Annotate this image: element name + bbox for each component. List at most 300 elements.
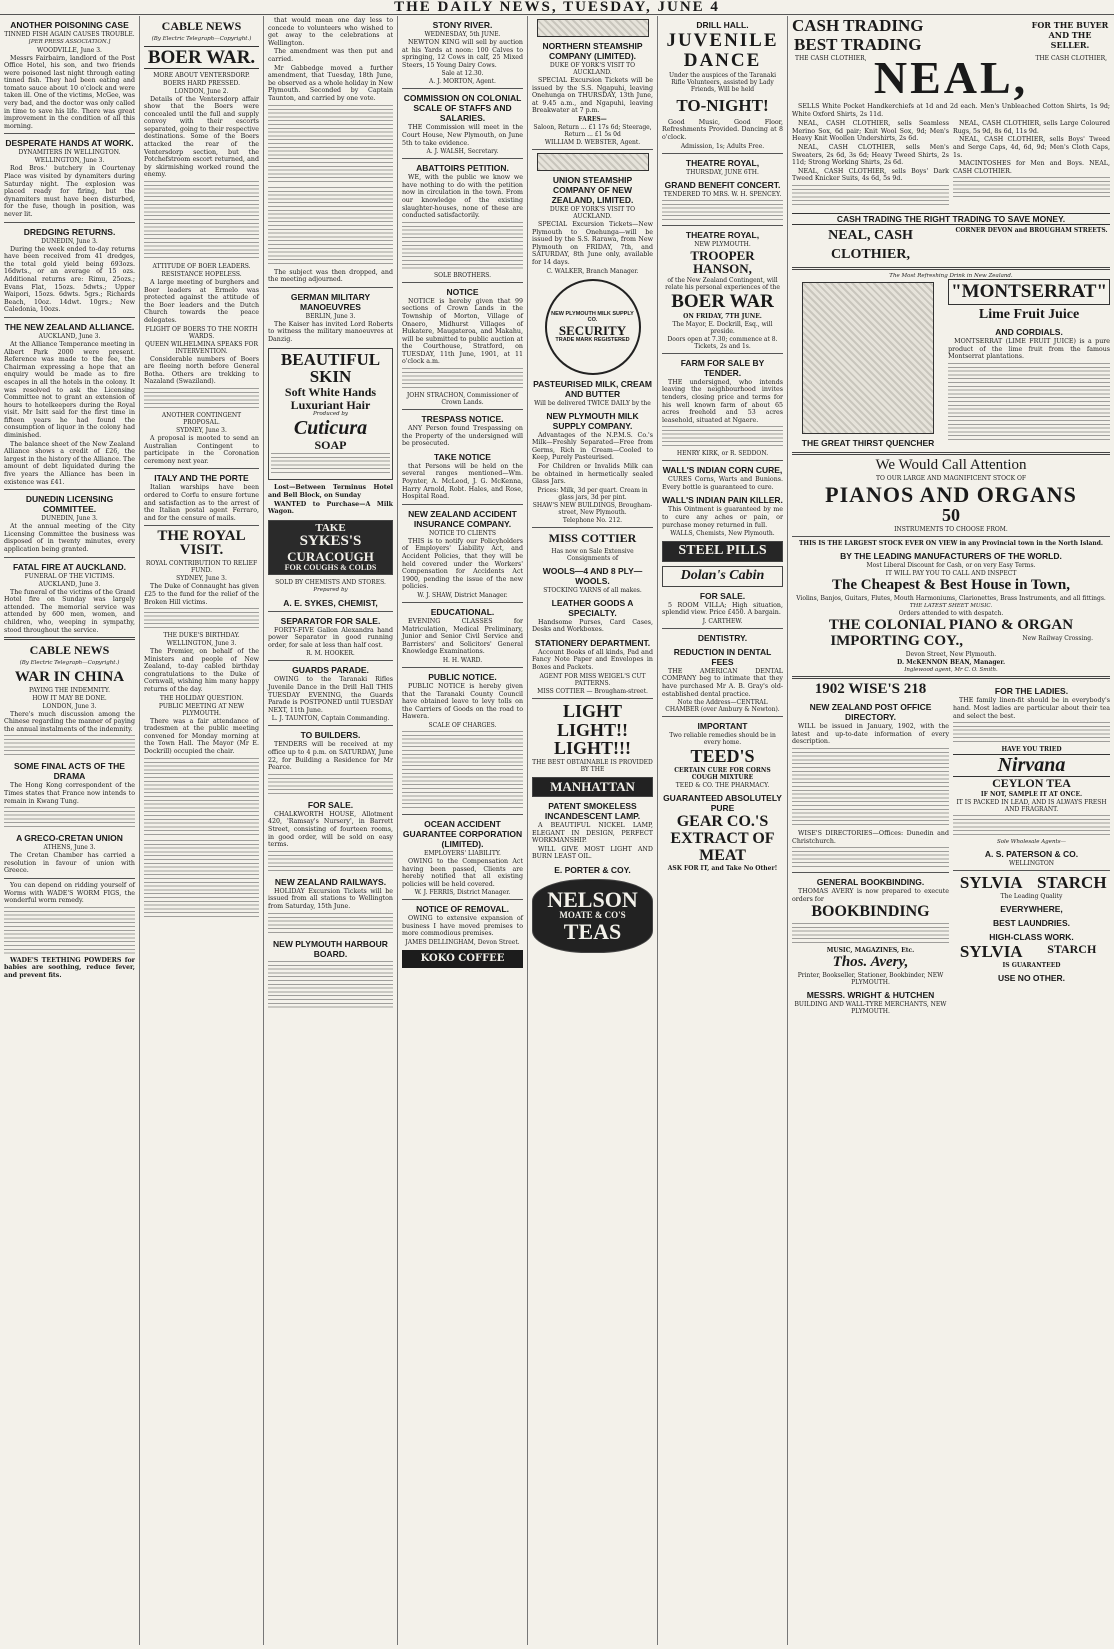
subheadline: QUEEN WILHELMINA SPEAKS FOR INTERVENTION. <box>145 340 258 355</box>
ad-line: FOR THE BUYER AND THE SELLER. <box>1031 20 1109 50</box>
ad-line: CURACOUGH <box>287 549 374 565</box>
divider <box>144 525 259 526</box>
section-title: CABLE NEWS <box>29 643 110 658</box>
sylvia-row <box>953 943 1110 961</box>
subheadline: ASK FOR IT, and Take No Other! <box>667 865 778 873</box>
text-lines <box>402 731 523 811</box>
text-lines <box>268 961 393 1009</box>
signature: MISS COTTIER — Brougham-street. <box>537 687 648 695</box>
ad-line: BUILDING AND WALL-TYRE MERCHANTS, NEW PLYMOUTH. <box>794 1000 947 1015</box>
event-title: JUVENILE <box>666 30 779 51</box>
subheadline: THURSDAY, JUNE 6TH. <box>686 168 759 176</box>
advertisement: WADE'S TEETHING POWDERS for babies are soothing, reduce fever, and prevent fits. <box>4 956 135 979</box>
signature: W. J. SHAW, District Manager. <box>417 591 508 599</box>
ad-line: Most Liberal Discount for Cash, or on very Easy Terms. <box>866 562 1036 570</box>
event-title: TO-NIGHT! <box>676 95 769 115</box>
fares: Saloon, Return ... £1 17s 6d; Steerage, Return ... £1 5s 0d <box>533 123 652 138</box>
signature: WALLS, Chemists, New Plymouth. <box>670 530 775 538</box>
dateline: AUCKLAND, June 3. <box>38 332 101 340</box>
ad-line: Inglewood agent, Mr C. O. Smith. <box>904 666 998 673</box>
ad-line: EXTRACT OF MEAT <box>670 829 775 864</box>
ad-line: 50 <box>942 505 960 526</box>
divider <box>662 460 783 461</box>
text-lines <box>4 735 135 757</box>
text-lines <box>268 913 393 935</box>
signature: TEED & CO. THE PHARMACY. <box>675 782 770 790</box>
dateline: SYDNEY, June 3. <box>176 575 227 583</box>
text-lines <box>4 807 135 829</box>
article-body: NEAL, CASH CLOTHIER, sells Boys' Dark Tweed Knicker Suits, 4s 6d, 5s 9d. <box>792 167 949 183</box>
signature: HENRY KIRK, or R. SEDDON. <box>676 450 769 458</box>
divider <box>532 527 653 528</box>
divider <box>4 489 135 490</box>
steel-pills-advertisement <box>662 541 783 562</box>
ad-line: AND CORDIALS. <box>995 327 1063 338</box>
subheadline: NOTICE TO CLIENTS <box>429 529 496 537</box>
headline: SOME FINAL ACTS OF THE DRAMA <box>14 761 125 782</box>
article-body: At the annual meeting of the City Licensing Committee the business was disposed of in twenty minutes, every application being granted. <box>4 523 135 553</box>
article-body: CHALKWORTH HOUSE, Allotment 420, 'Ramsay's Nursery', in Barrett Street, consisting of fourteen rooms, in good order, will be sold on easy terms. <box>268 810 393 849</box>
subheadline: WEDNESDAY, 5th JUNE. <box>424 31 501 38</box>
lower-advertisements <box>792 682 1110 1015</box>
headline: ITALY AND THE PORTE <box>154 473 249 484</box>
dateline: DUNEDIN, June 3. <box>41 515 98 523</box>
headline: EDUCATIONAL. <box>430 606 495 617</box>
ad-line: THE GREAT THIRST QUENCHER <box>801 438 935 449</box>
ad-line: Soft White Hands <box>284 385 377 400</box>
headline: TO BUILDERS. <box>300 730 361 741</box>
subheadline: RESISTANCE HOPELESS. <box>161 271 242 279</box>
ad-line: Thos. Avery, <box>832 954 909 971</box>
koko-coffee-advertisement <box>402 950 523 968</box>
ad-line: BEST TRADING <box>794 35 922 54</box>
dateline: LONDON, June 2. <box>174 87 229 95</box>
address: Note the Address—CENTRAL CHAMBER (over Ambury & Newton). <box>665 699 780 714</box>
headline: LEATHER GOODS A SPECIALTY. <box>551 597 634 618</box>
article-body: A BEAUTIFUL NICKEL LAMP, ELEGANT IN DESIGN, PERFECT WORKMANSHIP. <box>532 821 653 845</box>
divider <box>792 452 1110 455</box>
divider <box>268 287 393 288</box>
sale-time: Sale at 12.30. <box>441 70 484 78</box>
article-body: At the Alliance Temperance meeting in Albert Park 2000 were present. Reference was made to the fee, the Chairman expressing a hope that an enquiry would be made as to fire escapes in all the hotels in the colony. It was resolved to ask the Licensing Committee not to grant an extension of hours to hotelkeepers during the Royal visit. Mr Isitt said for the first time in fifteen years he had found the consumption of liquor in the colony had diminished. <box>4 340 135 440</box>
dolans-cabin-advertisement <box>662 566 783 587</box>
text-lines <box>144 758 259 838</box>
dateline: WOODVILLE, June 3. <box>37 46 102 54</box>
ad-line: Sole Wholesale Agents— <box>996 838 1067 845</box>
text-lines <box>268 105 393 185</box>
ad-line: TEED'S <box>690 746 755 767</box>
neal-footer <box>792 226 1110 264</box>
divider <box>792 267 1110 270</box>
text-lines <box>4 907 135 955</box>
ad-line: THIS IS THE LARGEST STOCK EVER ON VIEW in any Provincial town in the North Island. <box>798 540 1104 548</box>
article-body: SELLS White Pocket Handkerchiefs at 1d and 2d each. Men's Unbleached Cotton Shirts, 1s 9d; White Oxford Shirts, 2s 11d. <box>792 103 1110 118</box>
article-body: THE family linen-fit should be in everybody's hand. Most ladies are particular about their tea and select the best. <box>953 697 1110 720</box>
article-body: Details of the Ventersdorp affair show that the Boers were concealed until the full and supply convoy with their escorts separated, going to their respective destinations. Some of the Boers attacked the rear of the Ventersdorp section, but the Potchefstroom escort returned, and by skirmishing worked round the enemy. <box>144 95 259 179</box>
article-body: A large meeting of burghers and Boer leaders at Ermelo was protected against the attitude of the Boer leaders and the Dutch Church towards the peace delegates. <box>144 279 259 324</box>
article-body: This Ointment is guaranteed by me to cure any aches or pain, or purchase money returned in full. <box>662 506 783 529</box>
article-body: PUBLIC NOTICE is hereby given that the Taranaki County Council have obtained leave to levy tolls on the Carriers of Goods on the road to Hawera. <box>402 682 523 721</box>
divider <box>402 88 523 89</box>
ad-line: LIGHT!! <box>556 719 628 740</box>
headline: NEW PLYMOUTH HARBOUR BOARD. <box>273 938 388 959</box>
text-lines <box>948 363 1110 443</box>
ad-line: Luxuriant Hair <box>290 397 371 412</box>
text-lines <box>792 748 949 828</box>
ad-line: HIGH-CLASS WORK. <box>989 932 1074 943</box>
ad-line: SYKES'S <box>299 533 362 550</box>
steamship-icon <box>537 153 649 171</box>
divider <box>4 878 135 879</box>
article-body: A proposal is mooted to send an Australian Contingent to participate in the Coronation ceremony next year. <box>144 434 259 465</box>
event-title: DANCE <box>683 49 762 71</box>
ad-line: FOR COUGHS & COLDS <box>284 562 377 572</box>
ad-line: HAVE YOU TRIED <box>1001 746 1062 754</box>
ad-line: CORNER DEVON and BROUGHAM STREETS. <box>955 226 1108 234</box>
subheadline: Has now on Sale Extensive Consignments of <box>551 547 634 562</box>
divider <box>662 628 783 629</box>
text-lines <box>402 368 523 390</box>
headline: STONY RIVER. <box>432 20 493 30</box>
ad-line: MANHATTAN <box>550 779 635 795</box>
article-body: There was a fair attendance of tradesmen at the public meeting convened for Monday morning at the Town Hall. The Mayor (Mr E. Dockrill) occupied the chair. <box>144 717 259 756</box>
subheadline: The Mayor, E. Dockrill, Esq., will preside. <box>672 320 773 335</box>
text-lines <box>662 426 783 448</box>
article-body: SPECIAL Excursion Tickets—New Plymouth to Onehunga—will be issued by the S.S. Rarawa, from New Plymouth on FRIDAY, 7th, and SATURDAY, 8th June only, available for 14 days. <box>532 220 653 266</box>
subheadline: ROYAL CONTRIBUTION TO RELIEF FUND. <box>145 560 258 575</box>
ad-line: SYLVIA <box>959 873 1023 893</box>
article-body: The Premier, on behalf of the Ministers and people of New Zealand, to-day cabled birthday congratulations to the Duke of Cornwall, wishing him many happy returns of the day. <box>144 648 259 694</box>
ad-line: A. E. SYKES, CHEMIST, <box>283 597 378 608</box>
divider <box>402 814 523 815</box>
article-body: TENDERS will be received at my office up to 4 p.m. on SATURDAY, June 22, for Building a Residence for Mr Pearce. <box>268 741 393 772</box>
headline: THEATRE ROYAL, <box>685 157 760 168</box>
article-body: MONTSERRAT (LIME FRUIT JUICE) is a pure product of the lime fruit from the famous Montserrat plantations. <box>948 338 1110 361</box>
ad-line: D. McKENNON BEAN, Manager. <box>896 658 1006 666</box>
text-lines <box>953 177 1110 199</box>
masthead: THE DAILY NEWS, TUESDAY, JUNE 4 <box>0 0 1114 15</box>
ad-line: NEAL, CASH CLOTHIER, <box>828 227 913 262</box>
steamship-icon <box>537 19 649 37</box>
headline: COMMISSION ON COLONIAL SCALE OF STAFFS AND SALARIES. <box>403 93 522 124</box>
article-body: Advantages of the N.P.M.S. Co.'s Milk—Freshly Separated—Free from Germs, Rich in Cream—Cooled to Keep, Purely Pasteurised. <box>532 431 653 462</box>
ad-line: New Railway Crossing. <box>1022 635 1093 643</box>
text-lines <box>271 453 390 475</box>
subheadline: THE HOLIDAY QUESTION. <box>159 694 244 702</box>
subheadline: PAYING THE INDEMNITY. <box>28 686 111 694</box>
divider <box>402 282 523 283</box>
ad-line: SOAP <box>314 437 347 452</box>
article-body: NEWTON KING will sell by auction at his Yards at noon: 100 Calves to springing, 12 Cows in calf, 25 Mixed Steers, 15 Young Dairy Cows. <box>402 39 523 69</box>
article-body: The balance sheet of the New Zealand Alliance shows a credit of £26, the largest in the history of the Alliance. The amount of debt liquidated during the five years the Alliance has been in existence was £41. <box>4 440 135 486</box>
signature: W. J. FERRIS, District Manager. <box>414 889 511 897</box>
ad-line: GEAR CO.'S <box>676 813 769 831</box>
headline: UNION STEAMSHIP COMPANY OF NEW ZEALAND, LIMITED. <box>551 174 634 205</box>
ad-line: EVERYWHERE, <box>1000 904 1063 915</box>
article-body: The funeral of the victims of the Grand Hotel fire on Sunday was largely attended. The memorial service was attended by 600 men, women, and children, who, weeping in sympathy, stood throughout the service. <box>4 588 135 634</box>
headline: MESSRS. WRIGHT & HUTCHEN <box>806 989 935 1000</box>
article-body: FORTY-FIVE Gallon Alexandra hand power Separator in good running order, for sale at less than half cost. <box>268 626 393 649</box>
text-lines <box>268 851 393 873</box>
signature: A. J. MORTON, Agent. <box>429 78 496 86</box>
ad-line: SOLD BY CHEMISTS AND STORES. <box>275 579 386 587</box>
subheadline: MORE ABOUT VENTERSDORP. <box>153 71 250 79</box>
headline: DUNEDIN LICENSING COMMITTEE. <box>25 494 114 515</box>
ad-line: THE CASH CLOTHIER, <box>794 55 867 62</box>
article-body: For Children or Invalids Milk can be obtained in hermetically sealed Glass Jars. <box>532 462 653 486</box>
subheadline: FLIGHT OF BOERS TO THE NORTH WARDS. <box>145 325 258 340</box>
subheadline: DUKE OF YORK'S VISIT TO AUCKLAND. <box>549 205 636 220</box>
signature: R. M. HOOKER. <box>306 650 355 658</box>
ad-line: CEYLON TEA <box>992 776 1071 791</box>
headline: FATAL FIRE AT AUCKLAND. <box>12 561 126 572</box>
prices: Prices: Milk, 3d per quart. Cream in glass jars, 3d per pint. <box>537 486 648 501</box>
headline: GENERAL BOOKBINDING. <box>816 877 925 888</box>
headline: FOR SALE. <box>699 590 746 601</box>
ad-line: The Leading Quality <box>1000 893 1063 901</box>
manhattan-banner <box>532 777 653 797</box>
headline: TAKE NOTICE <box>434 451 491 462</box>
ad-line: Produced by <box>313 411 348 418</box>
ad-line: The Cheapest & Best House in Town, <box>832 577 1070 594</box>
subheadline: Doors open at 7.30; commence at 8. Tickets, 2s and 1s. <box>667 335 778 350</box>
ad-line: THE CASH CLOTHIER, <box>1035 55 1108 62</box>
ad-line: BEST LAUNDRIES. <box>993 918 1070 929</box>
ad-line: Lime Fruit Juice <box>978 307 1080 323</box>
subheadline: ATTITUDE OF BOER LEADERS. <box>152 263 251 271</box>
divider <box>662 153 783 154</box>
dateline: LONDON, June 3. <box>42 702 97 710</box>
ad-line: CASH TRADING <box>792 16 924 35</box>
divider <box>662 716 783 717</box>
fares-label: FARES— <box>578 115 607 123</box>
signature: A. J. WALSH, Secretary. <box>426 148 499 156</box>
divider <box>402 667 523 668</box>
montserrat-advertisement <box>792 279 1110 449</box>
byline: (By Electric Telegraph—Copyright.) <box>19 660 120 667</box>
text-lines <box>953 722 1110 744</box>
ad-line: LIGHT!!! <box>553 738 631 759</box>
ad-line: 1902 WISE'S 218 <box>814 681 927 698</box>
article-body: THE undersigned, who intends leaving the neighbourhood invites tenders, closing price and terms for his well known farm of about 65 acres freehold and 53 acres leasehold, situated at Ngaere. <box>662 378 783 424</box>
article-body: that would mean one day less to concede to volunteers who wished to get away to the celebrations at Wellington. <box>268 17 393 47</box>
dateline: SYDNEY, June 3. <box>176 426 227 434</box>
text-lines <box>792 847 949 869</box>
subheadline: BOERS HARD PRESSED. <box>162 79 241 87</box>
ad-line: MOATE & CO'S <box>559 910 626 921</box>
subheadline: NEW PLYMOUTH. <box>694 240 751 248</box>
article-body: THE Commission will meet in the Court House, New Plymouth, on June 5th to take evidence. <box>402 124 523 147</box>
headline: SEPARATOR FOR SALE. <box>280 615 381 626</box>
column-6 <box>658 16 788 1645</box>
neal-header <box>792 16 1110 54</box>
headline: PASTEURISED MILK, CREAM AND BUTTER <box>533 378 652 399</box>
headline: PUBLIC NOTICE. <box>428 671 497 682</box>
subheadline: FUNERAL OF THE VICTIMS. <box>24 572 115 580</box>
subheadline: TENDERED TO MRS. W. H. SPENCEY. <box>663 190 782 198</box>
advertisement: WANTED to Purchase—A Milk Wagon. <box>268 500 393 516</box>
headline: PATENT SMOKELESS INCANDESCENT LAMP. <box>544 800 641 821</box>
headline: NEW ZEALAND RAILWAYS. <box>274 876 387 887</box>
article-body: CURES Corns, Warts and Bunions. Every bottle is guaranteed to cure. <box>662 476 783 491</box>
neal-listings <box>792 119 1110 209</box>
event-title: BOER WAR <box>671 290 774 312</box>
curacough-advertisement <box>268 520 393 575</box>
article-body: Good Music, Good Floor, Refreshments Provided. Dancing at 8 o'clock. <box>662 118 783 141</box>
headline: GUARDS PARADE. <box>292 665 369 676</box>
text-lines <box>144 608 259 630</box>
text-lines <box>402 222 523 270</box>
dateline: WELLINGTON, June 3. <box>166 640 237 648</box>
event-title: TROOPER HANSON, <box>690 247 755 277</box>
headline: NOTICE OF REMOVAL. <box>416 904 509 915</box>
subheadline: HOW IT MAY BE DONE. <box>32 694 107 702</box>
ad-line: We Would Call Attention <box>875 457 1027 474</box>
seal-text: SECURITY <box>558 322 627 338</box>
sylvia-row <box>953 874 1110 892</box>
article-body: MACINTOSHES for Men and Boys. NEAL, CASH CLOTHIER. <box>953 160 1110 175</box>
ad-line: Prepared by <box>313 587 348 594</box>
article-body: Handsome Purses, Card Cases, Desks and Workboxes. <box>532 618 653 634</box>
signature: WILLIAM D. WEBSTER, Agent. <box>544 138 641 146</box>
article-body: HOLIDAY Excursion Tickets will be issued from all stations to Wellington from Saturday, 15th June. <box>268 887 393 910</box>
divider <box>532 698 653 699</box>
headline: OCEAN ACCIDENT GUARANTEE CORPORATION (LIMITED). <box>402 818 523 849</box>
colonial-row <box>792 634 1110 650</box>
headline: A GRECO-CRETAN UNION <box>16 833 123 844</box>
article-body: Messrs Fairbairn, landlord of the Post Office Hotel, his son, and two friends were poisoned last night through eating tinned fish. They had been eating and tomato sauce about 10 o'clock and were taken ill. One of the victims, McGee, was very bad, and the doctor was only called in time to save his life. There was great improvement in the condition of all this morning. <box>4 54 135 130</box>
press-association: [PER PRESS ASSOCIATION.] <box>28 39 111 45</box>
headline: TRESPASS NOTICE. <box>421 414 504 425</box>
security-trademark-seal <box>545 279 641 375</box>
headline: FARM FOR SALE BY TENDER. <box>680 357 765 378</box>
article-body: During the week ended to-day returns have been received from 41 dredges, the total gold yield being 693ozs. 16dwts., or an average of 15 ozs. Additional returns are: Rimu, 25ozs.; Evans Flat, 15ozs. 5dwts.; Upper Waipori, 15ozs. 6dwts. 5grs.; Richards Beach, 10oz. 14dwt. 10grs.; New Caledonia, 10ozs. <box>4 245 135 314</box>
dateline: BERLIN, June 3. <box>305 312 356 320</box>
article-body: WE, with the public we know we have nothing to do with the petition now in circulation in the town. From our knowledge of the existing slaughter-houses, none of these are conducted satisfactorily. <box>402 174 523 220</box>
ad-line: BOOKBINDING <box>811 903 930 921</box>
ad-line: NELSON <box>547 886 638 912</box>
ad-line: TEAS <box>563 919 622 945</box>
headline: CASH TRADING THE RIGHT TRADING TO SAVE MONEY. <box>792 213 1110 225</box>
headline: GRAND BENEFIT CONCERT. <box>664 179 781 190</box>
ad-line: Violins, Banjos, Guitars, Flutes, Mouth Harmoniums, Clarionettes, Brass Instruments, and all fittings. <box>796 594 1106 602</box>
headline: DESPERATE HANDS AT WORK. <box>5 138 134 149</box>
headline: IMPORTANT <box>697 721 748 732</box>
article-body: Italian warships have been ordered to Corfu to ensure fortune and satisfaction as to the arrest of the Italian postal agent Ferraro, and for the censure of mails. <box>144 484 259 522</box>
divider <box>662 353 783 354</box>
ad-line: Orders attended to with despatch. <box>898 610 1004 618</box>
column-1 <box>0 16 140 1645</box>
ad-line: Printer, Bookseller, Stationer, Bookbinder, NEW PLYMOUTH. <box>797 971 944 986</box>
article-body: ANY Person found Trespassing on the Property of the undersigned will be prosecuted. <box>402 425 523 448</box>
ad-line: IT IS PACKED IN LEAD, AND IS ALWAYS FRESH AND FRAGRANT. <box>956 798 1107 813</box>
ad-line: USE NO OTHER. <box>997 972 1066 983</box>
ad-line: STARCH <box>1036 873 1107 893</box>
ad-line: TAKE <box>315 521 346 534</box>
ad-line: BEAUTIFUL SKIN <box>280 349 381 387</box>
article-body: EVENING CLASSES for Matriculation, Medical Preliminary, Junior and Senior Civil Service and Barristers' and Solicitors' General Knowledge Examinations. <box>402 617 523 656</box>
headline: WALL'S INDIAN CORN CURE, <box>662 465 783 476</box>
divider <box>402 899 523 900</box>
text-lines <box>144 388 259 410</box>
divider <box>144 468 259 469</box>
headline: REDUCTION IN DENTAL FEES <box>673 646 772 667</box>
article-body: WILL be issued in January, 1902, with the latest and up-to-date information of every description. <box>792 723 949 746</box>
ad-line: THE LATEST SHEET MUSIC. <box>909 602 993 609</box>
ad-line: A. S. PATERSON & CO. <box>984 849 1079 860</box>
article-body: that Persons will be held on the several ranges mentioned—Wm. Poynter, A. McLeod, J. G. McKenna, Harry Arnold, Robt. Hales, and Rose, Hospital Road. <box>402 462 523 501</box>
article-body: 5 ROOM VILLA; High situation, splendid view. Price £450. A bargain. <box>662 601 783 617</box>
war-headline: BOER WAR. <box>144 46 259 69</box>
divider <box>532 149 653 150</box>
divider <box>4 317 135 318</box>
article-body: The amendment was then put and carried. <box>268 48 393 63</box>
address: SHAW'S NEW BUILDINGS, Brougham-street, New Plymouth. <box>532 501 653 516</box>
headline: THEATRE ROYAL, <box>685 229 760 240</box>
article-body: The Duke of Connaught has given £25 to the fund for the relief of the Broken Hill victims. <box>144 583 259 606</box>
column-4 <box>398 16 528 1645</box>
article-body: THIS is to notify our Policyholders of Employers' Liability Act, and Accident Policies, that they will be held covered under the Workers' Compensation for Accidents Act 1900, pending the issue of the new policies. <box>402 537 523 591</box>
signature: C. WALKER, Branch Manager. <box>546 267 639 275</box>
subheadline: TINNED FISH AGAIN CAUSES TROUBLE. <box>4 31 135 38</box>
article-body: The Kaiser has invited Lord Roberts to witness the military manoeuvres at Danzig. <box>268 320 393 343</box>
divider <box>402 504 523 505</box>
article-body: There's much discussion among the Chinese regarding the manner of paying the annual instalments of the indemnity. <box>4 710 135 733</box>
divider <box>662 225 783 226</box>
divider <box>268 611 393 612</box>
article-body: NEAL, CASH CLOTHIER, sells Large Coloured Rugs, 5s 9d, 8s 6d, 11s 9d. <box>953 120 1110 135</box>
text-lines <box>792 185 949 207</box>
dateline: DUNEDIN, June 3. <box>41 237 98 245</box>
cuticura-advertisement <box>268 348 393 481</box>
admission: Admission, 1s; Adults Free. <box>680 142 765 150</box>
ad-line: PIANOS AND ORGANS <box>825 482 1077 508</box>
neal-title: NEAL, <box>873 52 1029 103</box>
headline: THE NEW ZEALAND ALLIANCE. <box>4 321 135 332</box>
headline: ABATTOIRS PETITION. <box>416 163 509 174</box>
lime-tree-illustration-icon <box>802 282 934 434</box>
seal-text: NEW PLYMOUTH MILK SUPPLY CO. <box>551 310 634 324</box>
article-body: SPECIAL Excursion Tickets will be issued by the S.S. Ngapuhi, leaving Onehunga on THURSDAY, 13th June, at 9.45 a.m., and Ngapuhi, leaving Breakwater at 7 p.m. <box>532 77 653 115</box>
signature: JOHN STRACHON, Commissioner of Crown Lands. <box>406 392 519 407</box>
article-body: The subject was then dropped, and the meeting adjourned. <box>268 268 393 284</box>
headline: NORTHERN STEAMSHIP COMPANY (LIMITED). <box>542 41 643 61</box>
ad-line: The Most Refreshing Drink in New Zealand. <box>889 272 1013 279</box>
article-body: The Cretan Chamber has carried a resolution in favour of union with Greece. <box>4 852 135 875</box>
subheadline: AGENT FOR MISS WEIGEL'S CUT PATTERNS. <box>539 672 646 687</box>
ad-line: IMPORTING COY., <box>830 633 963 650</box>
subheadline: THE BEST OBTAINABLE IS PROVIDED BY THE <box>532 759 653 774</box>
subheadline: DUKE OF YORK'S VISIT TO AUCKLAND. <box>549 62 636 76</box>
text-lines <box>144 840 259 920</box>
signature: JAMES DELLINGHAM, Devon Street. <box>405 939 520 947</box>
headline: NEW PLYMOUTH MILK SUPPLY COMPANY. <box>546 410 639 431</box>
divider <box>402 158 523 159</box>
section-title: CABLE NEWS <box>161 19 242 33</box>
headline: STATIONERY DEPARTMENT. <box>534 637 651 648</box>
text-lines <box>662 200 783 222</box>
headline: DRILL HALL. <box>696 20 749 30</box>
section-title: THE ROYAL VISIT. <box>157 528 246 559</box>
divider <box>268 725 393 726</box>
headline: GERMAN MILITARY MANOEUVRES <box>290 291 371 312</box>
seal-text: TRADE MARK REGISTERED <box>555 337 630 344</box>
advertisement: You can depend on ridding yourself of Worms with WADE'S WORM FIGS, the wonderful worm remedy. <box>4 882 135 905</box>
headline: WALL'S INDIAN PAIN KILLER. <box>662 495 783 506</box>
headline: WOOLS—4 AND 8 PLY—WOOLS. <box>542 565 643 586</box>
subheadline: Two reliable remedies should be in every home. <box>669 732 776 747</box>
article-body: WISE'S DIRECTORIES—Offices: Dunedin and Christchurch. <box>792 829 949 845</box>
